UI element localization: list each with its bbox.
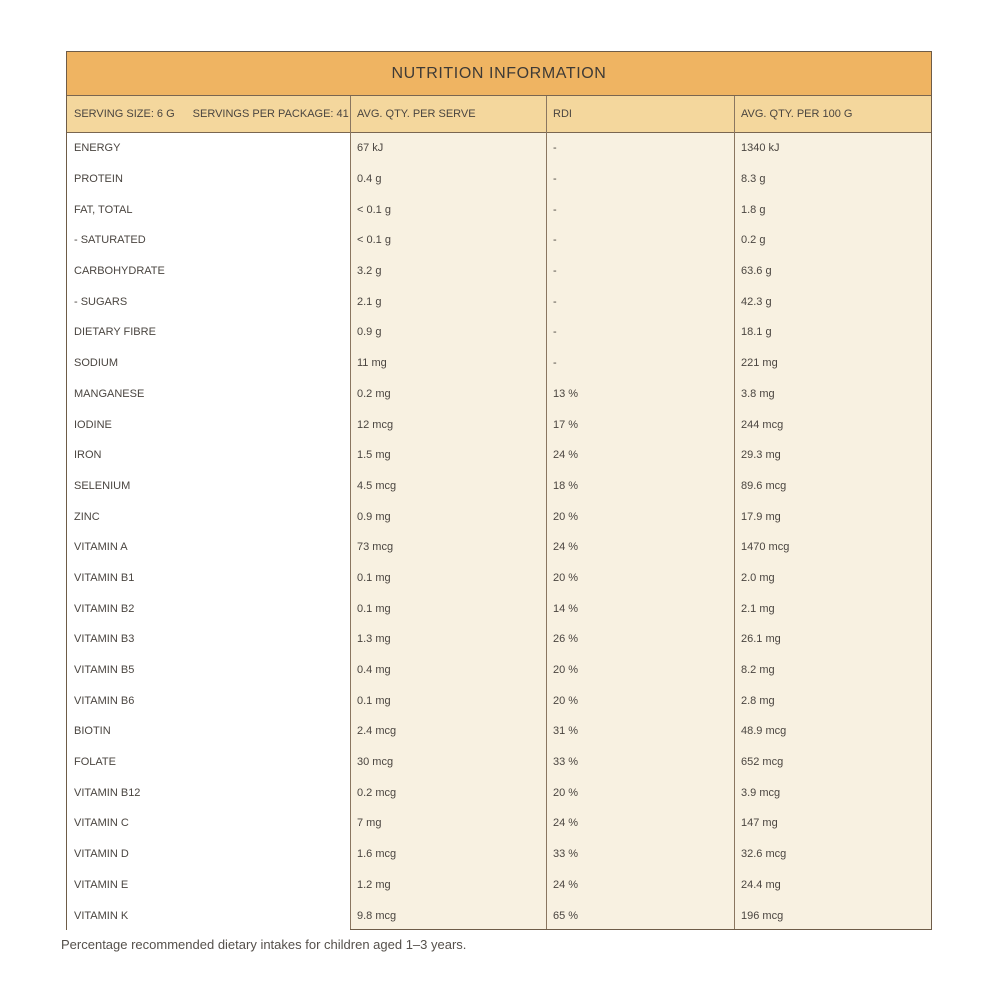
- table-row: [67, 839, 931, 870]
- table-row: [67, 777, 931, 808]
- per-serve-value: 9.8 mcg: [357, 909, 397, 922]
- nutrient-name: SELENIUM: [67, 471, 350, 502]
- per-100g-value: 24.4 mg: [741, 878, 781, 891]
- table-row: [67, 348, 931, 379]
- per-100g-value: 42.3 g: [741, 295, 772, 308]
- rdi-value: 17 %: [553, 418, 579, 431]
- per-100g-value: 17.9 mg: [741, 510, 781, 523]
- rdi-value: -: [553, 142, 557, 155]
- nutrient-name: VITAMIN B1: [67, 563, 350, 594]
- rdi-value: 20 %: [553, 510, 579, 523]
- table-row: [67, 593, 931, 624]
- per-100g-value: 147 mg: [741, 817, 778, 830]
- serving-info-header: [67, 96, 350, 132]
- per-serve-value: 4.5 mcg: [357, 479, 397, 492]
- table-row: [67, 900, 931, 931]
- per-100g-value: 652 mcg: [741, 756, 784, 769]
- per-serve-value: 2.1 g: [357, 295, 382, 308]
- rdi-value: -: [553, 234, 557, 247]
- per-100g-value: 32.6 mcg: [741, 848, 787, 861]
- table-row: [67, 286, 931, 317]
- per-100g-value: 244 mcg: [741, 418, 784, 431]
- nutrient-name: FOLATE: [67, 747, 350, 778]
- table-row: [67, 194, 931, 225]
- nutrient-name: MANGANESE: [67, 379, 350, 410]
- rdi-value: -: [553, 326, 557, 339]
- rdi-value: -: [553, 357, 557, 370]
- rdi-value: 33 %: [553, 756, 579, 769]
- nutrient-name: VITAMIN A: [67, 532, 350, 563]
- nutrient-name: ENERGY: [67, 133, 350, 164]
- rdi-value: 20 %: [553, 694, 579, 707]
- table-row: [67, 624, 931, 655]
- nutrient-name: VITAMIN K: [67, 900, 350, 931]
- nutrient-name: IODINE: [67, 409, 350, 440]
- servings-per-package-label: SERVINGS PER PACKAGE: 41: [192, 108, 349, 120]
- per-100g-value: 63.6 g: [741, 265, 772, 278]
- nutrient-name: VITAMIN B5: [67, 655, 350, 686]
- per-100g-value: 3.9 mcg: [741, 786, 781, 799]
- table-row: [67, 747, 931, 778]
- per-100g-value: 26.1 mg: [741, 633, 781, 646]
- table-row: [67, 870, 931, 901]
- nutrient-name: VITAMIN B6: [67, 685, 350, 716]
- rdi-column-header: RDI: [553, 108, 572, 120]
- per-serve-value: 0.1 mg: [357, 571, 391, 584]
- per-100g-value: 196 mcg: [741, 909, 784, 922]
- per-100g-value: 2.1 mg: [741, 602, 775, 615]
- rdi-value: 24 %: [553, 449, 579, 462]
- per-serve-column-header: AVG. QTY. PER SERVE: [357, 108, 476, 120]
- nutrition-panel: [66, 51, 932, 930]
- nutrient-name: FAT, TOTAL: [67, 194, 350, 225]
- per-serve-value: 7 mg: [357, 817, 382, 830]
- table-row: [67, 225, 931, 256]
- per-serve-value: 0.9 mg: [357, 510, 391, 523]
- per-serve-value: 0.4 mg: [357, 664, 391, 677]
- nutrient-name: IRON: [67, 440, 350, 471]
- table-row: [67, 501, 931, 532]
- rdi-value: 18 %: [553, 479, 579, 492]
- per-100g-value: 2.8 mg: [741, 694, 775, 707]
- table-row: [67, 164, 931, 195]
- footnote: Percentage recommended dietary intakes for children aged 1–3 years.: [61, 937, 467, 952]
- per-100g-column-header: AVG. QTY. PER 100 G: [741, 108, 853, 120]
- per-100g-value: 0.2 g: [741, 234, 766, 247]
- table-row: [67, 440, 931, 471]
- nutrient-name: VITAMIN B2: [67, 593, 350, 624]
- per-serve-value: 0.4 g: [357, 173, 382, 186]
- per-serve-value: 3.2 g: [357, 265, 382, 278]
- per-100g-value: 2.0 mg: [741, 571, 775, 584]
- serving-size-label: SERVING SIZE: 6 G: [74, 108, 175, 120]
- panel-title: NUTRITION INFORMATION: [67, 52, 931, 96]
- per-serve-value: 30 mcg: [357, 756, 394, 769]
- table-row: [67, 409, 931, 440]
- rdi-value: 24 %: [553, 541, 579, 554]
- rdi-value: 31 %: [553, 725, 579, 738]
- per-serve-value: 0.9 g: [357, 326, 382, 339]
- nutrient-name: CARBOHYDRATE: [67, 256, 350, 287]
- per-serve-value: 0.1 mg: [357, 602, 391, 615]
- per-serve-value: 11 mg: [357, 357, 387, 370]
- table-row: [67, 379, 931, 410]
- rdi-value: -: [553, 203, 557, 216]
- per-100g-value: 48.9 mcg: [741, 725, 787, 738]
- per-serve-value: 0.1 mg: [357, 694, 391, 707]
- nutrient-name: VITAMIN B3: [67, 624, 350, 655]
- nutrient-name: ZINC: [67, 501, 350, 532]
- per-100g-value: 8.3 g: [741, 173, 766, 186]
- per-100g-value: 8.2 mg: [741, 664, 775, 677]
- nutrient-name: PROTEIN: [67, 164, 350, 195]
- nutrient-name: - SUGARS: [67, 286, 350, 317]
- per-100g-value: 29.3 mg: [741, 449, 781, 462]
- per-serve-value: 73 mcg: [357, 541, 394, 554]
- per-serve-value: 1.6 mcg: [357, 848, 397, 861]
- per-serve-value: 12 mcg: [357, 418, 394, 431]
- per-100g-value: 221 mg: [741, 357, 778, 370]
- per-100g-value: 1.8 g: [741, 203, 766, 216]
- table-row: [67, 716, 931, 747]
- per-serve-value: 67 kJ: [357, 142, 384, 155]
- rdi-value: -: [553, 295, 557, 308]
- nutrient-name: VITAMIN C: [67, 808, 350, 839]
- table-header-row: [67, 96, 931, 133]
- per-serve-value: 0.2 mg: [357, 387, 391, 400]
- nutrient-name: SODIUM: [67, 348, 350, 379]
- per-100g-value: 1470 mcg: [741, 541, 790, 554]
- table-row: [67, 317, 931, 348]
- nutrient-name: - SATURATED: [67, 225, 350, 256]
- table-body: [67, 133, 931, 931]
- per-serve-value: 1.3 mg: [357, 633, 391, 646]
- rdi-value: 33 %: [553, 848, 579, 861]
- table-row: [67, 685, 931, 716]
- nutrient-name: VITAMIN D: [67, 839, 350, 870]
- table-row: [67, 532, 931, 563]
- table-row: [67, 808, 931, 839]
- nutrient-name: VITAMIN E: [67, 870, 350, 901]
- table-row: [67, 655, 931, 686]
- rdi-value: 26 %: [553, 633, 579, 646]
- per-serve-value: 2.4 mcg: [357, 725, 397, 738]
- per-serve-value: < 0.1 g: [357, 203, 391, 216]
- rdi-value: 65 %: [553, 909, 579, 922]
- rdi-value: 13 %: [553, 387, 579, 400]
- nutrient-name: VITAMIN B12: [67, 777, 350, 808]
- rdi-value: 20 %: [553, 571, 579, 584]
- rdi-value: 14 %: [553, 602, 579, 615]
- per-100g-value: 89.6 mcg: [741, 479, 787, 492]
- table-row: [67, 471, 931, 502]
- rdi-value: -: [553, 173, 557, 186]
- table-row: [67, 133, 931, 164]
- per-100g-value: 3.8 mg: [741, 387, 775, 400]
- rdi-value: 20 %: [553, 664, 579, 677]
- table-row: [67, 563, 931, 594]
- per-serve-value: 1.2 mg: [357, 878, 391, 891]
- per-serve-value: 1.5 mg: [357, 449, 391, 462]
- per-100g-value: 1340 kJ: [741, 142, 780, 155]
- per-serve-value: < 0.1 g: [357, 234, 391, 247]
- per-100g-value: 18.1 g: [741, 326, 772, 339]
- rdi-value: -: [553, 265, 557, 278]
- rdi-value: 24 %: [553, 817, 579, 830]
- per-serve-value: 0.2 mcg: [357, 786, 397, 799]
- rdi-value: 24 %: [553, 878, 579, 891]
- nutrient-name: DIETARY FIBRE: [67, 317, 350, 348]
- rdi-value: 20 %: [553, 786, 579, 799]
- table-row: [67, 256, 931, 287]
- nutrient-name: BIOTIN: [67, 716, 350, 747]
